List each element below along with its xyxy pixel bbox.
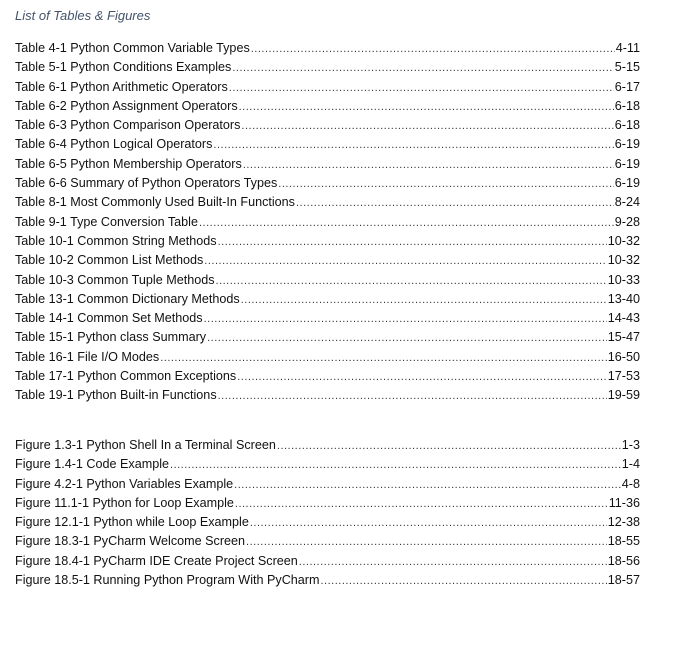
- entry-page-number: 11-36: [608, 495, 640, 510]
- entry-label: Figure 1.3-1 Python Shell In a Terminal Screen: [15, 438, 276, 452]
- figures-list: [15, 436, 640, 590]
- dot-leader: [234, 476, 621, 494]
- toc-entry-table[interactable]: [15, 348, 640, 367]
- toc-entry-table[interactable]: [15, 39, 640, 58]
- entry-label: Table 5-1 Python Conditions Examples: [15, 60, 232, 75]
- entry-label: Table 10-3 Common Tuple Methods: [15, 272, 215, 287]
- entry-label: Table 16-1 File I/O Modes: [15, 349, 160, 364]
- tables-list: [15, 39, 640, 406]
- entry-page-number: 9-28: [614, 214, 640, 229]
- entry-page-number: 6-18: [614, 98, 640, 113]
- dot-leader: [278, 175, 614, 193]
- entry-label: Table 6-6 Summary of Python Operators Types: [15, 176, 278, 191]
- dot-leader: [204, 310, 607, 328]
- toc-entry-figure[interactable]: [15, 494, 640, 513]
- entry-page-number: 17-53: [607, 369, 640, 384]
- entry-page-number: 13-40: [607, 291, 640, 306]
- toc-entry-table[interactable]: [15, 135, 640, 154]
- toc-entry-table[interactable]: [15, 155, 640, 174]
- toc-entry-table[interactable]: [15, 78, 640, 97]
- dot-leader: [243, 156, 614, 174]
- dot-leader: [239, 98, 614, 116]
- dot-leader: [246, 533, 607, 551]
- dot-leader: [199, 214, 614, 232]
- toc-entry-table[interactable]: [15, 174, 640, 193]
- entry-label: Table 15-1 Python class Summary: [15, 330, 207, 345]
- entry-page-number: 19-59: [607, 388, 640, 403]
- toc-entry-table[interactable]: [15, 58, 640, 77]
- entry-page-number: 18-56: [607, 553, 640, 568]
- dot-leader: [296, 194, 614, 212]
- dot-leader: [170, 456, 621, 474]
- entry-label: Table 6-5 Python Membership Operators: [15, 156, 242, 171]
- entry-page-number: 6-17: [614, 79, 640, 94]
- dot-leader: [218, 233, 607, 251]
- entry-label: Table 6-3 Python Comparison Operators: [15, 118, 241, 133]
- entry-label: Table 17-1 Python Common Exceptions: [15, 369, 237, 384]
- toc-entry-table[interactable]: [15, 97, 640, 116]
- entry-label: Table 19-1 Python Built-in Functions: [15, 388, 217, 403]
- toc-heading: List of Tables & Figures: [15, 8, 151, 23]
- dot-leader: [237, 368, 607, 386]
- toc-entry-table[interactable]: [15, 193, 640, 212]
- entry-page-number: 8-24: [614, 195, 640, 210]
- entry-label: Table 6-2 Python Assignment Operators: [15, 98, 238, 113]
- entry-page-number: 10-32: [607, 233, 640, 248]
- toc-entry-table[interactable]: [15, 290, 640, 309]
- entry-page-number: 6-18: [614, 118, 640, 133]
- dot-leader: [216, 272, 607, 290]
- entry-label: Figure 18.4-1 PyCharm IDE Create Project Screen: [15, 553, 298, 568]
- dot-leader: [235, 495, 608, 513]
- toc-entry-figure[interactable]: [15, 571, 640, 590]
- entry-page-number: 6-19: [614, 176, 640, 191]
- entry-label: Figure 11.1-1 Python for Loop Example: [15, 495, 234, 510]
- entry-page-number: 5-15: [614, 60, 640, 75]
- toc-entry-table[interactable]: [15, 232, 640, 251]
- entry-page-number: 14-43: [607, 311, 640, 326]
- toc-entry-figure[interactable]: [15, 475, 640, 494]
- entry-label: Figure 12.1-1 Python while Loop Example: [15, 515, 249, 530]
- toc-entry-table[interactable]: [15, 328, 640, 347]
- toc-entry-table[interactable]: [15, 386, 640, 405]
- entry-label: Table 6-4 Python Logical Operators: [15, 137, 213, 152]
- toc-entry-table[interactable]: [15, 271, 640, 290]
- entry-page-number: 6-19: [614, 137, 640, 152]
- dot-leader: [218, 387, 607, 405]
- dot-leader: [213, 136, 613, 154]
- toc-entry-figure[interactable]: [15, 455, 640, 474]
- dot-leader: [241, 291, 607, 309]
- entry-label: Table 4-1 Python Common Variable Types: [15, 41, 250, 55]
- entry-page-number: 16-50: [607, 349, 640, 364]
- entry-page-number: 4-8: [621, 476, 640, 491]
- dot-leader: [229, 79, 614, 97]
- entry-page-number: 1-4: [621, 457, 640, 472]
- entry-page-number: 18-55: [607, 534, 640, 549]
- dot-leader: [232, 59, 613, 77]
- entry-label: Figure 4.2-1 Python Variables Example: [15, 476, 234, 491]
- toc-entry-figure[interactable]: [15, 532, 640, 551]
- toc-entry-table[interactable]: [15, 213, 640, 232]
- entry-page-number: 6-19: [614, 156, 640, 171]
- dot-leader: [241, 117, 613, 135]
- dot-leader: [320, 572, 606, 590]
- entry-label: Table 8-1 Most Commonly Used Built-In Functions: [15, 195, 295, 210]
- entry-page-number: 12-38: [607, 515, 640, 530]
- entry-label: Figure 18.3-1 PyCharm Welcome Screen: [15, 534, 246, 549]
- dot-leader: [204, 252, 606, 270]
- entry-label: Figure 18.5-1 Running Python Program With PyCharm: [15, 573, 320, 588]
- entry-page-number: 1-3: [621, 438, 640, 452]
- toc-entry-table[interactable]: [15, 309, 640, 328]
- entry-label: Table 14-1 Common Set Methods: [15, 311, 203, 326]
- toc-entry-table[interactable]: [15, 116, 640, 135]
- dot-leader: [160, 349, 607, 367]
- toc-entry-figure[interactable]: [15, 552, 640, 571]
- entry-page-number: 10-32: [607, 253, 640, 268]
- entry-label: Figure 1.4-1 Code Example: [15, 457, 170, 472]
- dot-leader: [277, 437, 621, 455]
- entry-label: Table 9-1 Type Conversion Table: [15, 214, 198, 229]
- toc-entry-figure[interactable]: [15, 513, 640, 532]
- entry-page-number: 15-47: [607, 330, 640, 345]
- entry-label: Table 13-1 Common Dictionary Methods: [15, 291, 240, 306]
- entry-label: Table 6-1 Python Arithmetic Operators: [15, 79, 228, 94]
- dot-leader: [250, 514, 607, 532]
- entry-page-number: 10-33: [607, 272, 640, 287]
- entry-label: Table 10-2 Common List Methods: [15, 253, 204, 268]
- dot-leader: [207, 329, 607, 347]
- toc-entry-table[interactable]: [15, 367, 640, 386]
- toc-entry-table[interactable]: [15, 251, 640, 270]
- toc-entry-figure[interactable]: [15, 436, 640, 455]
- dot-leader: [299, 553, 607, 571]
- entry-page-number: 18-57: [607, 573, 640, 588]
- dot-leader: [251, 40, 615, 58]
- entry-label: Table 10-1 Common String Methods: [15, 233, 217, 248]
- entry-page-number: 4-11: [615, 41, 640, 55]
